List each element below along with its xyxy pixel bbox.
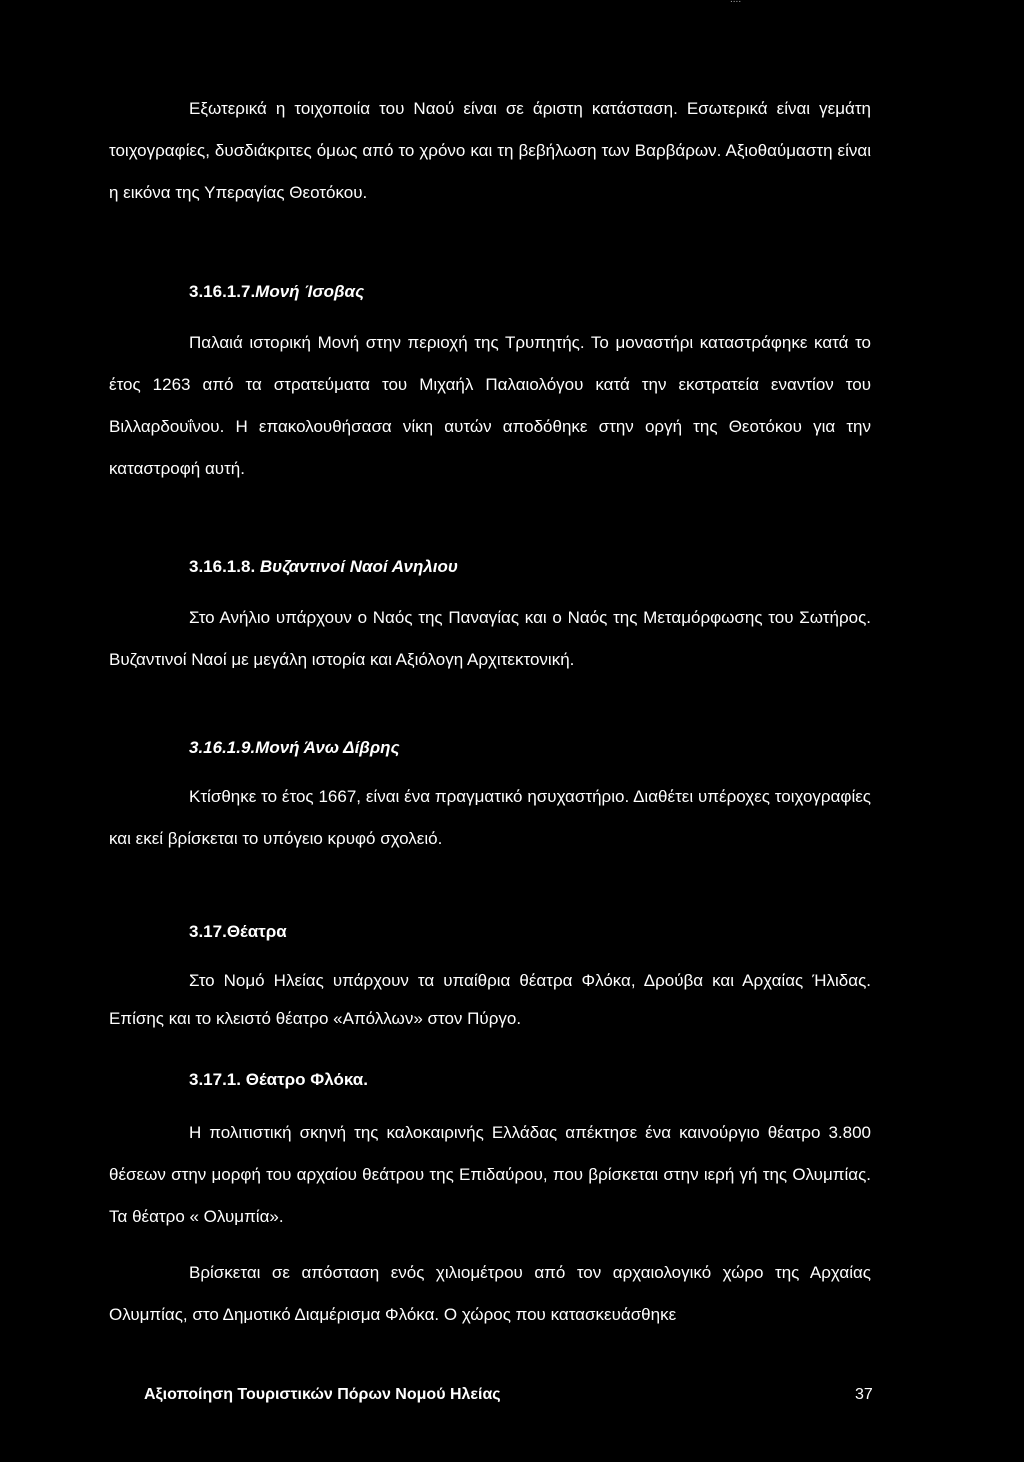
page-edge-mark bbox=[730, 0, 741, 5]
paragraph-text: Εξωτερικά η τοιχοποιία του Ναού είναι σε άριστη κατάσταση. Εσωτερικά είναι γεμάτη τοιχογραφίες, δυσδιάκριτες όμως από το χρόνο και τη βεβήλωση των Βαρβάρων. Αξιοθαύμαστη είναι η εικόνα της Υπεραγίας Θεοτόκου. bbox=[109, 99, 871, 202]
paragraph-monastery-ano-divri bbox=[109, 776, 871, 860]
section-number: 3.17. bbox=[189, 922, 227, 941]
section-heading-monastery-ano-divri bbox=[189, 738, 400, 758]
paragraph-text: Στο Νομό Ηλείας υπάρχουν τα υπαίθρια θέατρα Φλόκα, Δρούβα και Αρχαίας Ήλιδας. Επίσης και το κλειστό θέατρο «Απόλλων» στον Πύργο. bbox=[109, 971, 871, 1028]
section-title: Μονή Ίσοβας bbox=[255, 282, 365, 301]
section-heading-floka-theatre bbox=[189, 1070, 368, 1090]
paragraph-text: Κτίσθηκε το έτος 1667, είναι ένα πραγματικό ησυχαστήριο. Διαθέτει υπέροχες τοιχογραφίες και εκεί βρίσκεται το υπόγειο κρυφό σχολειό. bbox=[109, 787, 871, 848]
section-number: 3.16.1.8. bbox=[189, 557, 256, 576]
paragraph-floka-theatre bbox=[109, 1112, 871, 1238]
paragraph-text: Στο Ανήλιο υπάρχουν ο Ναός της Παναγίας και ο Ναός της Μεταμόρφωσης του Σωτήρος. Βυζαντινοί Ναοί με μεγάλη ιστορία και Αξιόλογη Αρχιτεκτονική. bbox=[109, 608, 871, 669]
section-number: 3.16.1.9. bbox=[189, 738, 256, 757]
paragraph-church-walls bbox=[109, 88, 871, 214]
paragraph-theatres bbox=[109, 962, 871, 1038]
section-title: Βυζαντινοί Ναοί Ανηλιου bbox=[259, 557, 458, 576]
paragraph-text: Βρίσκεται σε απόσταση ενός χιλιομέτρου από τον αρχαιολογικό χώρο της Αρχαίας Ολυμπίας, στο Δημοτικό Διαμέρισμα Φλόκα. Ο χώρος που κατασκευάσθηκε bbox=[109, 1263, 871, 1324]
section-heading-monastery-isovas bbox=[189, 282, 364, 302]
section-title: Μονή Άνω Δίβρης bbox=[255, 738, 400, 757]
section-heading-theatres bbox=[189, 922, 287, 942]
page-number: 37 bbox=[855, 1386, 873, 1403]
section-heading-byzantine-churches bbox=[189, 557, 458, 577]
paragraph-text: Η πολιτιστική σκηνή της καλοκαιρινής Ελλάδας απέκτησε ένα καινούργιο θέατρο 3.800 θέσεων στην μορφή του αρχαίου θεάτρου της Επιδαύρου, που βρίσκεται στην ιερή γή της Ολυμπίας. Τα θέατρο « Ολυμπία». bbox=[109, 1123, 871, 1226]
section-number: 3.17.1. bbox=[189, 1070, 241, 1089]
paragraph-byzantine-churches bbox=[109, 597, 871, 681]
paragraph-monastery-isovas bbox=[109, 322, 871, 490]
section-title: Θέατρα bbox=[226, 922, 287, 941]
section-title: Θέατρο Φλόκα. bbox=[245, 1070, 368, 1089]
section-number: 3.16.1.7. bbox=[189, 282, 256, 301]
paragraph-text: Παλαιά ιστορική Μονή στην περιοχή της Τρυπητής. Το μοναστήρι καταστράφηκε κατά το έτος 1263 από τα στρατεύματα του Μιχαήλ Παλαιολόγου κατά την εκστρατεία εναντίον του Βιλλαρδουΐνου. Η επακολουθήσασα νίκη αυτών αποδόθηκε στην οργή της Θεοτόκου για την καταστροφή αυτή. bbox=[109, 333, 871, 478]
paragraph-floka-location bbox=[109, 1252, 871, 1336]
footer-title: Αξιοποίηση Τουριστικών Πόρων Νομού Ηλείας bbox=[144, 1386, 501, 1403]
